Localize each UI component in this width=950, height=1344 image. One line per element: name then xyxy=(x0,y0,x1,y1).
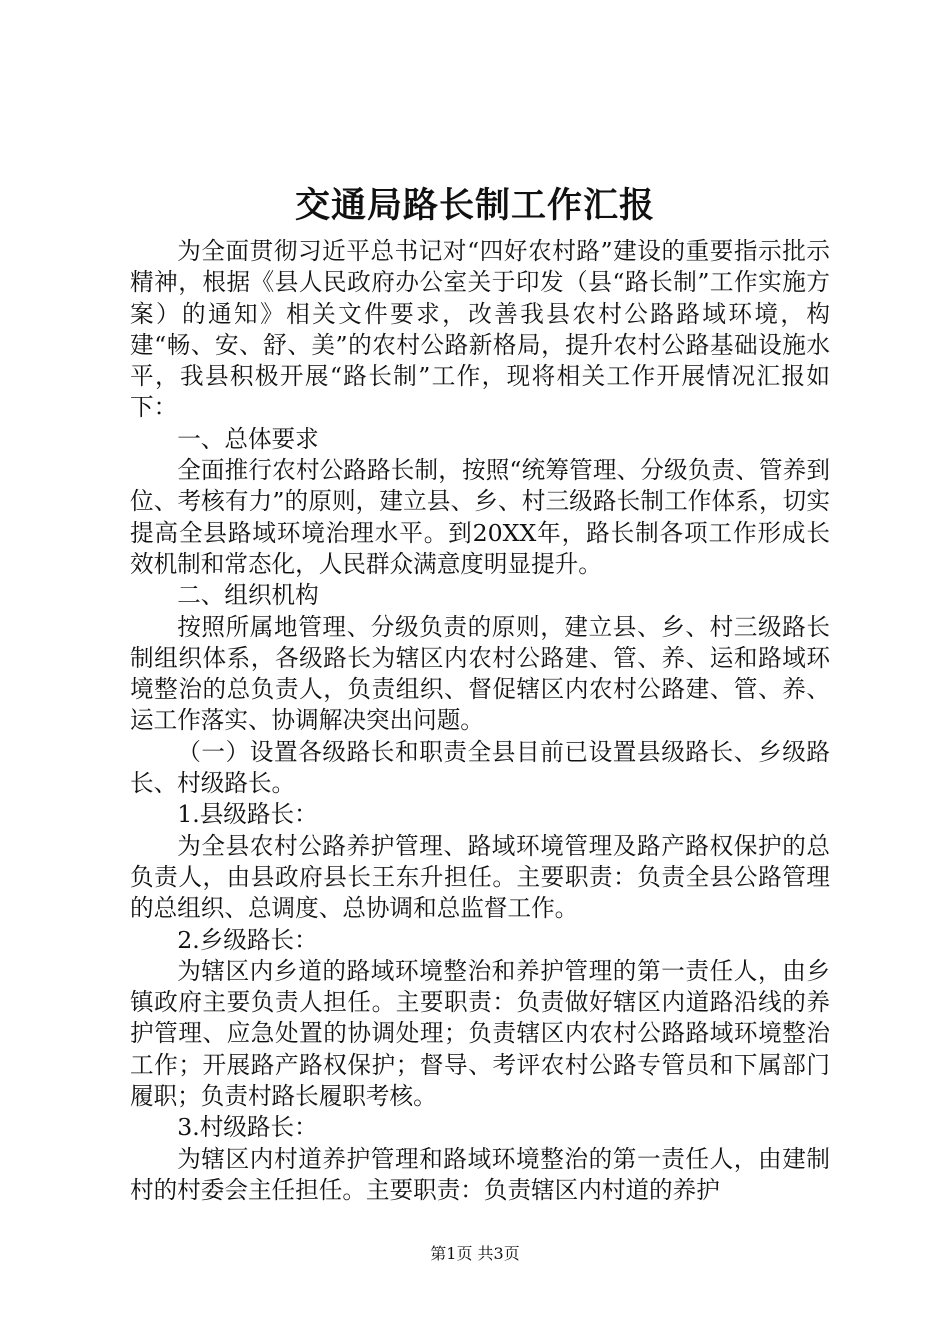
section-heading-general-requirements: 一、总体要求 xyxy=(177,424,319,453)
section-heading-organization: 二、组织机构 xyxy=(177,581,319,610)
item-heading-county-chief: 1.县级路长： xyxy=(177,800,318,829)
paragraph-organization: 按照所属地管理、分级负责的原则，建立县、乡、村三级路长制组织体系，各级路长为辖区内农村公路建、管、养、运和路域环境整治的总负责人，负责组织、督促辖区内农村公路建、管、养、运工作落实、协调解决突出问题。 xyxy=(130,612,830,735)
paragraph-township-chief: 为辖区内乡道的路域环境整治和养护管理的第一责任人，由乡镇政府主要负责人担任。主要职责：负责做好辖区内道路沿线的养护管理、应急处置的协调处理；负责辖区内农村公路路域环境整治工作；开展路产路权保护；督导、考评农村公路专管员和下属部门履职；负责村路长履职考核。 xyxy=(130,956,830,1111)
paragraph-general-requirements: 全面推行农村公路路长制，按照“统筹管理、分级负责、管养到位、考核有力”的原则，建立县、乡、村三级路长制工作体系，切实提高全县路域环境治理水平。到20XX年，路长制各项工作形成长效机制和常态化，人民群众满意度明显提升。 xyxy=(130,456,830,578)
document-title: 交通局路长制工作汇报 xyxy=(294,185,655,226)
paragraph-intro: 为全面贯彻习近平总书记对“四好农村路”建设的重要指示批示精神，根据《县人民政府办公室关于印发（县“路长制”工作实施方案）的通知》相关文件要求，改善我县农村公路路域环境，构建“畅、安、舒、美”的农村公路新格局，提升农村公路基础设施水平，我县积极开展“路长制”工作，现将相关工作开展情况汇报如下： xyxy=(130,237,830,422)
item-heading-village-chief: 3.村级路长： xyxy=(177,1113,318,1142)
page-footer: 第1页 共3页 xyxy=(430,1244,520,1263)
document-body xyxy=(130,236,830,1206)
item-heading-township-chief: 2.乡级路长： xyxy=(177,925,318,954)
subsection-heading-road-chiefs: （一）设置各级路长和职责全县目前已设置县级路长、乡级路长、村级路长。 xyxy=(130,737,830,798)
paragraph-village-chief: 为辖区内村道养护管理和路域环境整治的第一责任人，由建制村的村委会主任担任。主要职责：负责辖区内村道的养护 xyxy=(130,1144,830,1204)
paragraph-county-chief: 为全县农村公路养护管理、路域环境管理及路产路权保护的总负责人，由县政府县长王东升担任。主要职责：负责全县公路管理的总组织、总调度、总协调和总监督工作。 xyxy=(130,831,830,923)
